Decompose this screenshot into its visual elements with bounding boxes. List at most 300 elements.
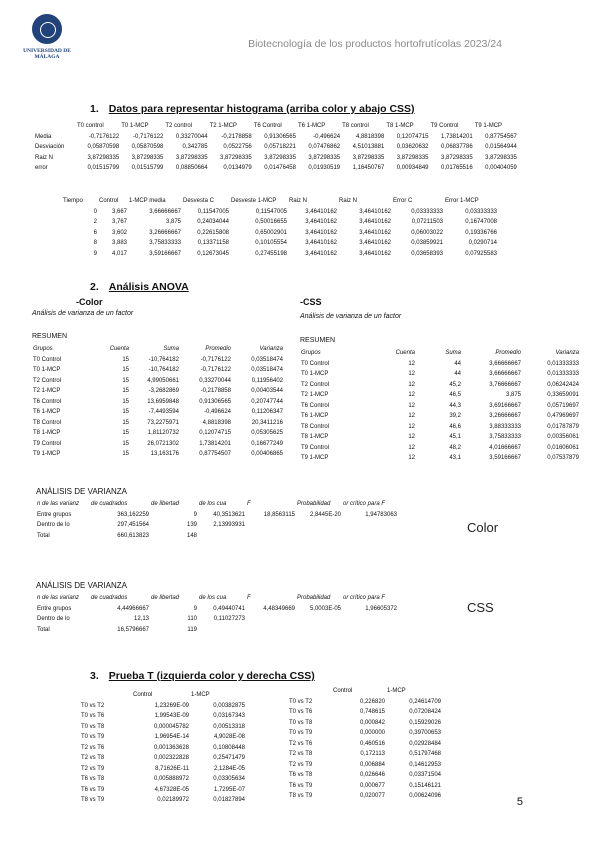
section-3-title <box>90 670 315 682</box>
column-header: de los cua <box>199 501 227 507</box>
anova-color-resumen: RESUMEN <box>32 333 68 340</box>
row-label: Raiz N <box>35 154 54 161</box>
table-cell: 4,67328E-05 <box>154 786 189 793</box>
table-cell: 3,46410162 <box>359 240 391 246</box>
row-label: Dentro de lo <box>37 522 70 528</box>
table-cell: 0,01564944 <box>485 144 517 150</box>
table-cell: 1,73814201 <box>199 440 231 447</box>
table-cell: -0,7176122 <box>133 133 164 140</box>
table-cell: 0,01765516 <box>440 165 473 171</box>
table-cell: -0,2178858 <box>200 388 231 394</box>
table-cell: 3,46410162 <box>305 250 337 257</box>
table-cell: 0,01787879 <box>547 423 579 430</box>
column-header: Control <box>99 198 119 204</box>
table-cell: -0,7176122 <box>200 356 231 363</box>
table-cell: 0,00356061 <box>547 434 579 440</box>
anova-color-detail-table <box>36 499 398 541</box>
column-header: T0 control <box>77 123 104 129</box>
table-cell: 3,87298335 <box>485 154 517 161</box>
table-cell: 0,00382875 <box>213 702 245 709</box>
table-cell: 0,000045782 <box>153 723 189 730</box>
table-cell: 45,1 <box>449 434 461 440</box>
column-header: Probabilidad <box>297 595 331 601</box>
table-cell: -0,2178858 <box>221 133 252 140</box>
table-cell: -0,496624 <box>313 133 341 140</box>
section-heading: Prueba T (izquierda color y derecha CSS) <box>108 670 315 682</box>
column-header: 1-MCP <box>387 688 406 694</box>
row-label: T0 Control <box>33 356 62 363</box>
table-cell: 1,7295E-07 <box>213 786 245 793</box>
table-cell <box>342 625 398 636</box>
table-cell: 0,0134979 <box>223 165 252 171</box>
table-cell: 0,03305634 <box>213 776 245 782</box>
column-header: Varianza <box>259 346 283 352</box>
column-header: 1-MCP media <box>129 198 166 204</box>
table-cell: 0,05719697 <box>547 402 579 409</box>
table-cell: 0,50016655 <box>255 219 287 225</box>
table-cell: 0,11547005 <box>255 208 287 215</box>
table-cell: 46,6 <box>449 423 461 430</box>
table-cell: 16,5796667 <box>117 626 149 633</box>
table-cell: 1,73814201 <box>440 133 473 140</box>
table-cell: 0,03859921 <box>411 240 443 246</box>
table-cell: 0,01606061 <box>547 444 579 451</box>
anova-css-detail-table <box>36 593 398 635</box>
table-cell: 3,26666667 <box>489 413 521 419</box>
column-header <box>80 196 98 207</box>
row-label: Desviación <box>35 144 65 150</box>
table-cell: 3,75833333 <box>489 434 521 440</box>
table-cell: 3,88333333 <box>489 423 521 430</box>
table-cell: 3,87298335 <box>220 154 252 161</box>
table-cell <box>198 531 246 542</box>
table-cell: 0,00406865 <box>251 451 283 457</box>
table-cell: 3,26666667 <box>149 229 181 236</box>
table-cell: 15 <box>122 377 129 384</box>
table-cell: 3,87298335 <box>87 154 120 161</box>
column-header: T0 1-MCP <box>121 123 149 129</box>
column-header: Error 1-MCP <box>445 198 479 204</box>
table-cell: 3,66666667 <box>149 208 181 215</box>
column-header: Suma <box>163 346 179 352</box>
table-cell: 12 <box>408 434 415 440</box>
table-cell: 148 <box>186 532 197 539</box>
row-label: T0 vs T6 <box>289 709 313 715</box>
row-label: T8 Control <box>301 423 330 430</box>
table-cell: 12 <box>408 381 415 388</box>
table-cell: 6 <box>93 229 97 236</box>
table-cell: 0,16747008 <box>465 219 497 225</box>
table-cell <box>246 625 296 636</box>
table-cell: 3,87298335 <box>396 154 429 161</box>
table-cell: 3,66666667 <box>489 360 521 367</box>
table-cell: 0,91306565 <box>199 398 231 405</box>
anova-css-detail-title: ANÁLISIS DE VARIANZA <box>36 581 127 590</box>
t-test-color-table <box>80 690 246 806</box>
table-cell: 9 <box>193 605 197 612</box>
row-label: T6 vs T9 <box>289 782 313 789</box>
table-cell: 15 <box>122 409 129 415</box>
table-cell: 119 <box>187 626 197 633</box>
table-cell: 0,03333333 <box>411 208 443 215</box>
column-header: Tiempo <box>63 198 83 204</box>
table-cell: 0,24614709 <box>409 698 441 705</box>
table-cell: 0,15929026 <box>409 719 441 726</box>
anova-color-label: -Color <box>76 297 103 307</box>
table-cell: 4,01666667 <box>489 444 521 451</box>
table-cell: 4,017 <box>111 250 127 257</box>
table-cell: 3,69166667 <box>489 402 521 409</box>
table-cell: 13,6959848 <box>147 398 179 405</box>
table-cell: 0,03371504 <box>409 772 441 778</box>
column-header: Grupos <box>301 350 321 356</box>
column-header: Grupos <box>33 346 53 352</box>
table-cell: 3,46410162 <box>305 208 337 215</box>
row-label: T9 1-MCP <box>33 451 61 457</box>
table-cell: 0,00624096 <box>409 793 441 799</box>
row-label: Total <box>37 532 50 539</box>
histogram-css-table <box>62 196 498 259</box>
table-cell: 0,33659091 <box>547 392 579 398</box>
table-cell: 0,01476458 <box>264 165 296 171</box>
table-cell: 12 <box>408 371 415 377</box>
column-header: Desvesta C <box>183 198 215 204</box>
table-cell: 3,667 <box>111 208 127 215</box>
table-cell: 8 <box>93 240 97 246</box>
table-cell: 0,172113 <box>360 751 385 757</box>
table-cell <box>246 614 296 625</box>
table-cell: 4,8818398 <box>202 419 231 426</box>
anova-css-summary-table <box>300 348 580 464</box>
column-header: T8 control <box>342 123 369 129</box>
table-cell: 48,2 <box>449 444 461 451</box>
column-header: T6 Control <box>253 123 282 129</box>
row-label: T2 Control <box>33 377 62 384</box>
table-cell: 0,000842 <box>359 719 385 726</box>
section-number: 2. <box>90 281 99 293</box>
anova-css-resumen: RESUMEN <box>300 337 336 344</box>
column-header: Error C <box>393 198 413 204</box>
table-cell: 15 <box>122 451 129 457</box>
table-cell: 9 <box>93 250 97 257</box>
row-label: T2 vs T8 <box>289 751 313 757</box>
table-cell: 13,163176 <box>150 451 179 457</box>
table-cell: 3,46410162 <box>305 229 337 236</box>
row-label: T2 vs T6 <box>81 744 105 751</box>
table-cell: 0,87754567 <box>485 133 517 140</box>
row-label: T6 vs T9 <box>81 786 105 793</box>
university-seal-icon <box>32 14 62 44</box>
table-cell: 0,91306565 <box>264 133 296 140</box>
column-header: Suma <box>445 350 461 356</box>
table-cell <box>246 531 296 542</box>
table-cell: 20,3411216 <box>251 419 283 426</box>
row-label: T0 Control <box>301 360 330 367</box>
table-cell: 40,3513621 <box>213 511 245 518</box>
table-cell: 0,00404059 <box>485 165 517 171</box>
table-cell <box>198 625 246 636</box>
table-cell: -10,764182 <box>148 367 179 373</box>
table-cell: 0,11547005 <box>197 208 229 215</box>
table-cell: 3,767 <box>111 219 127 225</box>
row-label: T0 1-MCP <box>33 367 61 373</box>
row-label: T6 Control <box>33 398 62 405</box>
column-header: Raiz N <box>289 198 308 204</box>
column-header: de libertad <box>151 595 180 601</box>
row-label: T9 Control <box>33 440 62 447</box>
row-label: T6 vs T8 <box>289 772 313 778</box>
section-heading: Datos para representar histograma (arriba color y abajo CSS) <box>108 103 415 115</box>
row-label <box>62 217 80 228</box>
section-2-title <box>90 281 189 293</box>
table-cell: 3,46410162 <box>305 219 337 225</box>
table-cell: 0,16677249 <box>251 440 283 447</box>
table-cell: 0,03658393 <box>411 250 443 257</box>
row-label: T2 1-MCP <box>33 388 61 394</box>
table-cell: 0 <box>93 208 97 215</box>
row-label: T0 1-MCP <box>301 371 329 377</box>
section-number: 3. <box>90 670 99 682</box>
table-cell: 3,87298335 <box>264 154 296 161</box>
table-cell: 0,01515799 <box>131 165 164 171</box>
table-cell: 18,8563115 <box>263 511 295 518</box>
table-cell: 0,39700653 <box>409 730 441 736</box>
column-header: Promedio <box>495 350 521 356</box>
row-label: T0 vs T2 <box>81 702 105 709</box>
column-header: T6 1-MCP <box>297 123 326 129</box>
row-label: T9 Control <box>301 444 330 451</box>
row-label: T2 Control <box>301 381 330 388</box>
table-cell: 0,27455198 <box>255 250 287 257</box>
anova-color-summary-table <box>32 344 284 460</box>
table-cell: 0,03518474 <box>251 367 283 373</box>
table-cell: 3,59166667 <box>149 250 181 257</box>
table-cell: 3,46410162 <box>359 229 391 236</box>
row-label: T8 vs T9 <box>81 797 105 803</box>
table-cell: 15 <box>122 367 129 373</box>
table-cell: 0,11206347 <box>251 409 283 415</box>
column-header: Promedio <box>205 346 231 352</box>
row-label: T0 vs T8 <box>81 723 105 730</box>
table-cell: 0,00934849 <box>396 165 429 171</box>
column-header: n de las varianz <box>37 501 80 507</box>
column-header: T2 1-MCP <box>209 123 237 129</box>
table-cell: 44 <box>454 371 461 377</box>
row-label: T8 1-MCP <box>33 430 61 436</box>
table-cell: 0,10105554 <box>255 240 287 246</box>
table-cell: 0,07211503 <box>411 219 443 225</box>
row-label: T0 vs T2 <box>289 698 313 705</box>
table-cell: 44,3 <box>449 402 461 409</box>
table-cell: 12 <box>408 413 415 419</box>
column-header <box>80 690 132 701</box>
anova-color-caption: Análisis de varianza de un factor <box>32 310 134 317</box>
table-cell: 1,94783063 <box>365 511 397 518</box>
table-cell: 3,875 <box>505 392 521 398</box>
table-cell: 0,05870598 <box>87 144 120 150</box>
table-cell: 0,00513318 <box>213 723 245 730</box>
table-cell: 0,65002901 <box>255 229 287 236</box>
row-label: T6 1-MCP <box>33 409 61 415</box>
table-cell: 0,0290714 <box>468 240 497 246</box>
row-label: T6 1-MCP <box>301 413 329 419</box>
table-cell: 44 <box>454 360 461 367</box>
table-cell: 15 <box>122 419 129 426</box>
table-cell: 0,226820 <box>359 698 385 705</box>
table-cell <box>296 531 342 542</box>
table-cell: 0,03167343 <box>213 713 245 719</box>
table-cell: 0,03620632 <box>396 144 429 150</box>
logo-text: UNIVERSIDAD DE MÁLAGA <box>23 48 71 60</box>
table-cell <box>342 531 398 542</box>
table-cell: 15 <box>122 356 129 363</box>
table-cell: 0,10808448 <box>213 744 245 751</box>
table-cell: 4,8818398 <box>355 133 385 140</box>
row-label: T2 vs T8 <box>81 755 105 761</box>
table-cell <box>296 625 342 636</box>
table-cell: 0,07925583 <box>465 250 497 257</box>
table-cell: 4,44966667 <box>117 605 149 612</box>
table-cell: 0,51797468 <box>409 751 441 757</box>
table-cell: 2,1284E-05 <box>213 765 245 772</box>
table-cell: 0,07208424 <box>409 709 441 715</box>
table-cell: 0,06242424 <box>547 381 579 388</box>
table-cell: 0,08850664 <box>175 165 208 171</box>
column-header: Cuenta <box>395 350 415 356</box>
table-cell: -10,764182 <box>148 356 179 363</box>
histogram-color-table <box>34 121 518 174</box>
table-cell: 73,2275971 <box>147 419 179 426</box>
table-cell <box>342 520 398 531</box>
anova-css-caption: Análisis de varianza de un factor <box>300 313 402 320</box>
table-cell: 3,76666667 <box>489 381 521 388</box>
table-cell: 0,24034044 <box>197 219 229 225</box>
table-cell: 9 <box>193 511 197 518</box>
table-cell: 0,748615 <box>359 709 385 715</box>
table-cell: 0,0522756 <box>223 144 252 150</box>
table-cell: 12 <box>408 360 415 367</box>
table-cell: 0,005888972 <box>153 776 189 782</box>
column-header: Control <box>333 688 353 694</box>
table-cell: 0,000000 <box>359 730 385 736</box>
table-cell: 4,99050661 <box>147 377 179 384</box>
table-cell: 0,01515799 <box>87 165 120 171</box>
column-header: Probabilidad <box>297 501 331 507</box>
section-number: 1. <box>90 103 99 115</box>
table-cell: 0,11956402 <box>251 377 283 384</box>
row-label: T2 vs T9 <box>289 761 313 768</box>
table-cell: 8,71626E-11 <box>155 765 189 772</box>
row-label <box>62 228 80 239</box>
table-cell: 2,8445E-20 <box>309 511 341 518</box>
row-label: T0 vs T6 <box>81 713 105 719</box>
table-cell: 110 <box>187 616 197 622</box>
table-cell: -0,496624 <box>203 409 231 415</box>
table-cell: 1,23269E-09 <box>154 702 189 709</box>
row-label: T0 vs T8 <box>289 719 313 726</box>
table-cell: 0,01333333 <box>547 360 579 367</box>
table-cell: 3,46410162 <box>359 250 391 257</box>
row-label: Entre grupos <box>37 605 72 612</box>
row-label: T0 vs T9 <box>81 734 105 740</box>
table-cell: 1,81120732 <box>147 430 179 436</box>
table-cell: 4,9028E-08 <box>213 734 245 740</box>
table-cell: 0,15146121 <box>409 782 441 789</box>
table-cell: -0,7176122 <box>88 133 120 140</box>
row-label <box>62 207 80 218</box>
column-header: de cuadrados <box>91 595 128 601</box>
table-cell: 3,875 <box>165 219 181 225</box>
table-cell: 12 <box>408 455 415 461</box>
table-cell: -3,2682869 <box>148 388 179 394</box>
column-header: T2 control <box>165 123 193 129</box>
row-label: T8 vs T9 <box>289 793 313 799</box>
table-cell: 3,59166667 <box>489 455 521 461</box>
table-cell: 1,96605372 <box>365 605 397 612</box>
table-cell: 0,006884 <box>359 761 385 768</box>
table-cell: 0,06003022 <box>411 229 443 236</box>
row-label: T6 vs T8 <box>81 776 105 782</box>
table-cell: 0,002322828 <box>153 755 189 761</box>
table-cell: 0,342785 <box>182 144 208 150</box>
row-label: Dentro de lo <box>37 616 70 622</box>
table-cell: 660,613823 <box>117 532 149 539</box>
table-cell: -0,7176122 <box>200 367 231 373</box>
table-cell: 39,2 <box>449 413 461 419</box>
anova-color-detail-title: ANÁLISIS DE VARIANZA <box>36 487 127 496</box>
column-header: de libertad <box>151 501 180 507</box>
table-cell: 3,87298335 <box>308 154 341 161</box>
table-cell: 15 <box>122 430 129 436</box>
table-cell: 0,13371158 <box>197 240 229 246</box>
column-header: Control <box>133 692 153 698</box>
table-cell: 0,07537879 <box>547 455 579 461</box>
table-cell: 12 <box>408 423 415 430</box>
row-label: Total <box>37 626 50 633</box>
page-number: 5 <box>516 796 523 808</box>
section-1-title <box>90 103 415 115</box>
table-cell: 43,1 <box>449 455 461 461</box>
table-cell: 12 <box>408 402 415 409</box>
table-cell: 0,87754507 <box>199 451 231 457</box>
column-header: 1-MCP <box>191 692 210 698</box>
row-label: T2 vs T9 <box>81 765 105 772</box>
table-cell: 15 <box>122 440 129 447</box>
row-label: T6 Control <box>301 402 330 409</box>
table-cell: 0,19336766 <box>465 229 497 236</box>
table-cell: 0,07476862 <box>308 144 341 150</box>
row-label: Entre grupos <box>37 511 72 518</box>
table-cell: 0,03333333 <box>465 208 497 215</box>
column-header: Desveste 1-MCP <box>231 198 277 204</box>
row-label: T0 vs T9 <box>289 730 313 736</box>
table-cell: 0,14612953 <box>409 761 441 768</box>
table-cell: 3,75833333 <box>149 240 181 246</box>
table-cell: 0,05718221 <box>264 144 296 150</box>
table-cell: 0,25471479 <box>213 755 245 761</box>
table-cell: 0,01333333 <box>547 371 579 377</box>
column-header: F <box>247 595 251 601</box>
table-cell: 0,02928484 <box>409 740 441 747</box>
university-logo <box>22 14 72 72</box>
table-cell: 45,2 <box>449 381 461 388</box>
table-cell: 1,99543E-09 <box>154 713 189 719</box>
table-cell: 3,87298335 <box>440 154 473 161</box>
table-cell: 0,01930519 <box>308 165 341 171</box>
table-cell: 0,33270044 <box>175 133 208 140</box>
table-cell: 0,33270044 <box>199 377 231 384</box>
column-header: or crítico para F <box>343 595 386 601</box>
